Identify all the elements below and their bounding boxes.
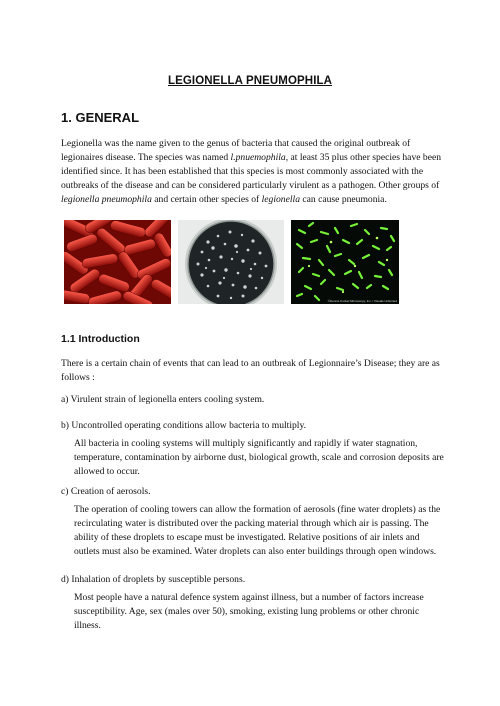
red-rod-bacteria-image [64, 220, 171, 304]
image-credit: ©Dennis Kunkel Microscopy, Inc. / Visuals Unlimited [327, 299, 397, 303]
section-heading-introduction: 1.1 Introduction [61, 333, 140, 345]
italic-species-name: l.pnuemophila, [230, 152, 289, 163]
list-item-b: b) Uncontrolled operating conditions allow bacteria to multiply. [61, 420, 307, 431]
general-paragraph [61, 137, 449, 207]
list-item-d-text: Most people have a natural defence system against illness, but a number of factors increase susceptibility. Age, sex (males over 50), smoking, existing lung problems or other chronic illness. [74, 592, 424, 631]
text-run: at least 35 plus other species have been identified since. It has been established that this species is most commonly associated with the outbreaks of the disease and can be considered particularly virulent as a pathogen. Other groups of [61, 152, 442, 191]
section-heading-general: 1. GENERAL [61, 110, 140, 125]
text-run: and certain other species of [151, 194, 262, 205]
document-title: LEGIONELLA PNEUMOPHILA [167, 75, 333, 87]
italic-species-name: legionella pneumophila [61, 194, 152, 205]
list-item-c: c) Creation of aerosols. [61, 486, 151, 497]
text-run: can cause pneumonia. [300, 194, 387, 205]
green-fluorescent-bacteria-image [291, 220, 399, 304]
list-item-b-text: All bacteria in cooling systems will multiply significantly and rapidly if water stagnation, temperature, contamination by airborne dust, biological growth, scale and corrosion deposits are allowed to occur. [74, 438, 444, 477]
text-run: Legionella was the name given to the genus of bacteria that caused the original outbreak of legionaires disease. The species was named [61, 138, 411, 163]
list-item-a: a) Virulent strain of legionella enters cooling system. [61, 394, 265, 405]
list-item-d: d) Inhalation of droplets by susceptible persons. [61, 574, 246, 585]
italic-genus-name: legionella [261, 194, 300, 205]
list-item-c-text: The operation of cooling towers can allow the formation of aerosols (fine water droplets) as the recirculating water is distributed over the packing material through which air is passing. The ability of these droplets to escape must be investigated. Relative positions of air inlets and outlets must also be examined. Water droplets can also enter buildings through open windows. [74, 504, 441, 557]
petri-dish-colonies-image [178, 220, 284, 304]
introduction-paragraph: There is a certain chain of events that can lead to an outbreak of Legionnaire’s Disease; they are as follows : [61, 358, 440, 383]
